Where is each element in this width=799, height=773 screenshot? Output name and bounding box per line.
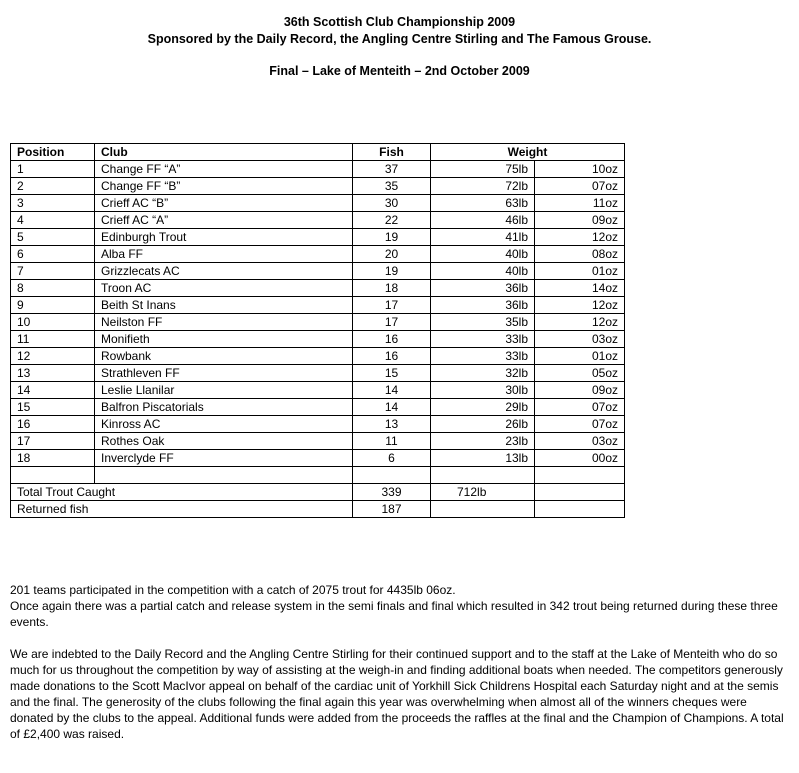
position-cell: 9 [11,297,95,314]
weight-oz-cell: 12oz [535,297,625,314]
table-row [11,263,625,280]
table-row [11,382,625,399]
table-row [11,246,625,263]
weight-lb-cell: 35lb [431,314,535,331]
table-row [11,416,625,433]
position-cell: 14 [11,382,95,399]
table-row [11,348,625,365]
returned-row [11,501,625,518]
table-row [11,178,625,195]
position-cell: 18 [11,450,95,467]
table-row [11,399,625,416]
position-cell: 6 [11,246,95,263]
weight-lb-cell: 26lb [431,416,535,433]
total-fish-cell: 339 [353,484,431,501]
club-cell: Change FF “B” [95,178,353,195]
weight-oz-cell: 01oz [535,263,625,280]
club-cell: Strathleven FF [95,365,353,382]
position-cell: 13 [11,365,95,382]
table-row [11,450,625,467]
empty-cell [431,501,535,518]
weight-lb-cell: 36lb [431,280,535,297]
weight-lb-cell: 33lb [431,348,535,365]
table-row [11,433,625,450]
table-row [11,280,625,297]
table-header-row [11,144,625,161]
weight-oz-cell: 03oz [535,433,625,450]
fish-cell: 35 [353,178,431,195]
position-cell: 8 [11,280,95,297]
club-cell: Grizzlecats AC [95,263,353,280]
weight-lb-cell: 36lb [431,297,535,314]
weight-lb-cell: 23lb [431,433,535,450]
weight-lb-cell: 13lb [431,450,535,467]
club-cell: Change FF “A” [95,161,353,178]
empty-cell [431,467,535,484]
weight-oz-cell: 12oz [535,229,625,246]
weight-lb-cell: 32lb [431,365,535,382]
weight-lb-cell: 33lb [431,331,535,348]
fish-cell: 11 [353,433,431,450]
club-cell: Rothes Oak [95,433,353,450]
weight-oz-cell: 09oz [535,212,625,229]
table-row [11,297,625,314]
document-title: 36th Scottish Club Championship 2009 [283,15,516,29]
weight-lb-cell: 46lb [431,212,535,229]
fish-cell: 19 [353,229,431,246]
table-row [11,229,625,246]
position-cell: 7 [11,263,95,280]
catch-release-paragraph: Once again there was a partial catch and release system in the semi finals and final which resulted in 342 trout being returned during these three events. [10,599,778,629]
weight-oz-cell: 10oz [535,161,625,178]
weight-oz-cell: 00oz [535,450,625,467]
sponsor-line: Sponsored by the Daily Record, the Angling Centre Stirling and The Famous Grouse. [147,32,652,46]
club-cell: Alba FF [95,246,353,263]
club-cell: Inverclyde FF [95,450,353,467]
column-header-position: Position [11,144,95,161]
weight-lb-cell: 41lb [431,229,535,246]
weight-oz-cell: 07oz [535,416,625,433]
empty-cell [535,484,625,501]
fish-cell: 14 [353,382,431,399]
position-cell: 11 [11,331,95,348]
fish-cell: 22 [353,212,431,229]
fish-cell: 14 [353,399,431,416]
fish-cell: 6 [353,450,431,467]
weight-oz-cell: 08oz [535,246,625,263]
results-table [10,143,625,518]
total-row [11,484,625,501]
column-header-weight: Weight [431,144,625,161]
weight-oz-cell: 14oz [535,280,625,297]
weight-oz-cell: 03oz [535,331,625,348]
empty-row [11,467,625,484]
weight-lb-cell: 30lb [431,382,535,399]
position-cell: 10 [11,314,95,331]
position-cell: 5 [11,229,95,246]
club-cell: Edinburgh Trout [95,229,353,246]
returned-label: Returned fish [11,501,353,518]
position-cell: 3 [11,195,95,212]
table-row [11,161,625,178]
position-cell: 15 [11,399,95,416]
empty-cell [535,467,625,484]
fish-cell: 20 [353,246,431,263]
empty-cell [95,467,353,484]
weight-oz-cell: 07oz [535,178,625,195]
table-row [11,212,625,229]
position-cell: 12 [11,348,95,365]
table-row [11,195,625,212]
column-header-fish: Fish [353,144,431,161]
position-cell: 1 [11,161,95,178]
event-line: Final – Lake of Menteith – 2nd October 2009 [269,64,530,78]
weight-oz-cell: 09oz [535,382,625,399]
fish-cell: 19 [353,263,431,280]
fish-cell: 15 [353,365,431,382]
returned-fish-cell: 187 [353,501,431,518]
total-label: Total Trout Caught [11,484,353,501]
fish-cell: 17 [353,314,431,331]
column-header-club: Club [95,144,353,161]
empty-cell [353,467,431,484]
club-cell: Troon AC [95,280,353,297]
weight-oz-cell: 07oz [535,399,625,416]
thanks-paragraph: We are indebted to the Daily Record and the Angling Centre Stirling for their continued support and to the staff at the Lake of Menteith who do so much for us throughout the competition by way of assisting at the weigh-in and finding additional boats when needed. The competitors generously made donations to the Scott MacIvor appeal on behalf of the cardiac unit of Yorkhill Sick Childrens Hospital each Saturday night and at the semis and the final. The generosity of the clubs following the final again this year was overwhelming when almost all of the winners cheques were donated by the clubs to the appeal. Additional funds were added from the proceeds the raffles at the final and the Champion of Champions. A total of £2,400 was raised. [10,647,784,741]
total-weight-cell: 712lb [431,484,535,501]
club-cell: Kinross AC [95,416,353,433]
weight-lb-cell: 29lb [431,399,535,416]
weight-lb-cell: 63lb [431,195,535,212]
fish-cell: 30 [353,195,431,212]
weight-oz-cell: 05oz [535,365,625,382]
weight-oz-cell: 12oz [535,314,625,331]
weight-lb-cell: 40lb [431,246,535,263]
fish-cell: 16 [353,348,431,365]
fish-cell: 18 [353,280,431,297]
position-cell: 16 [11,416,95,433]
summary-paragraph: 201 teams participated in the competition with a catch of 2075 trout for 4435lb 06oz. [10,583,456,597]
empty-cell [535,501,625,518]
club-cell: Leslie Llanilar [95,382,353,399]
fish-cell: 37 [353,161,431,178]
fish-cell: 16 [353,331,431,348]
club-cell: Neilston FF [95,314,353,331]
weight-lb-cell: 72lb [431,178,535,195]
empty-cell [11,467,95,484]
table-row [11,365,625,382]
position-cell: 4 [11,212,95,229]
club-cell: Monifieth [95,331,353,348]
position-cell: 17 [11,433,95,450]
table-row [11,314,625,331]
position-cell: 2 [11,178,95,195]
weight-lb-cell: 40lb [431,263,535,280]
weight-lb-cell: 75lb [431,161,535,178]
weight-oz-cell: 01oz [535,348,625,365]
weight-oz-cell: 11oz [535,195,625,212]
fish-cell: 13 [353,416,431,433]
club-cell: Crieff AC “B” [95,195,353,212]
club-cell: Crieff AC “A” [95,212,353,229]
fish-cell: 17 [353,297,431,314]
club-cell: Rowbank [95,348,353,365]
table-row [11,331,625,348]
club-cell: Beith St Inans [95,297,353,314]
club-cell: Balfron Piscatorials [95,399,353,416]
